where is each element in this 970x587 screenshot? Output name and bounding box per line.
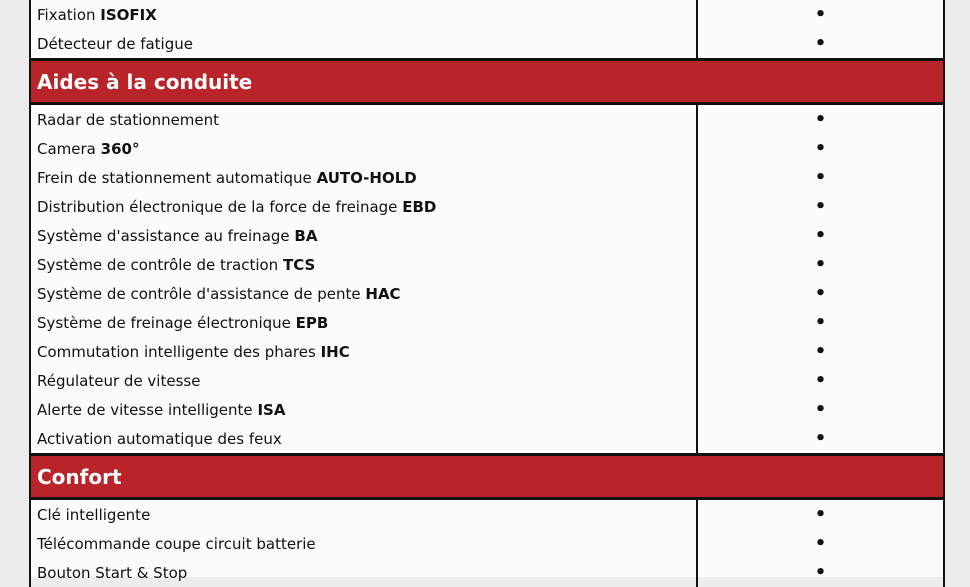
feature-availability-dot: • [697, 366, 944, 395]
table-row [30, 134, 944, 163]
feature-availability-dot: • [697, 163, 944, 192]
table-row [30, 337, 944, 366]
section-header-driving-aids [30, 60, 944, 104]
table-row [30, 529, 944, 558]
feature-availability-dot: • [697, 0, 944, 29]
table-row [30, 424, 944, 455]
feature-availability-dot: • [697, 395, 944, 424]
table-row [30, 279, 944, 308]
feature-label: Distribution électronique de la force de freinage EBD [30, 192, 697, 221]
feature-label: Système de contrôle de traction TCS [30, 250, 697, 279]
feature-label: Système de contrôle d'assistance de pente HAC [30, 279, 697, 308]
feature-availability-dot: • [697, 499, 944, 530]
feature-label: Détecteur de fatigue [30, 29, 697, 60]
feature-label: Commutation intelligente des phares IHC [30, 337, 697, 366]
feature-label: Activation automatique des feux [30, 424, 697, 455]
table-row [30, 0, 944, 29]
feature-label: Alerte de vitesse intelligente ISA [30, 395, 697, 424]
table-row [30, 499, 944, 530]
feature-availability-dot: • [697, 29, 944, 60]
feature-label: Clé intelligente [30, 499, 697, 530]
feature-label: Régulateur de vitesse [30, 366, 697, 395]
section-title: Aides à la conduite [30, 60, 944, 104]
table-row [30, 250, 944, 279]
section-title: Confort [30, 455, 944, 499]
feature-availability-dot: • [697, 134, 944, 163]
feature-availability-dot: • [697, 104, 944, 135]
feature-label: Télécommande coupe circuit batterie [30, 529, 697, 558]
feature-label: Radar de stationnement [30, 104, 697, 135]
table-row [30, 163, 944, 192]
feature-label: Fixation ISOFIX [30, 0, 697, 29]
feature-availability-dot: • [697, 529, 944, 558]
feature-label: Camera 360° [30, 134, 697, 163]
feature-availability-dot: • [697, 279, 944, 308]
feature-availability-dot: • [697, 337, 944, 366]
spec-sheet-page [29, 0, 943, 583]
feature-availability-dot: • [697, 221, 944, 250]
table-row [30, 104, 944, 135]
feature-label: Bouton Start & Stop [30, 558, 697, 587]
table-row [30, 221, 944, 250]
feature-availability-dot: • [697, 250, 944, 279]
feature-availability-dot: • [697, 558, 944, 587]
table-row [30, 366, 944, 395]
feature-availability-dot: • [697, 192, 944, 221]
feature-table [29, 0, 945, 587]
feature-label: Système de freinage électronique EPB [30, 308, 697, 337]
table-row [30, 558, 944, 587]
table-row [30, 192, 944, 221]
feature-availability-dot: • [697, 308, 944, 337]
feature-label: Système d'assistance au freinage BA [30, 221, 697, 250]
section-header-comfort [30, 455, 944, 499]
feature-availability-dot: • [697, 424, 944, 455]
table-row [30, 29, 944, 60]
table-row [30, 308, 944, 337]
table-row [30, 395, 944, 424]
feature-label: Frein de stationnement automatique AUTO-HOLD [30, 163, 697, 192]
